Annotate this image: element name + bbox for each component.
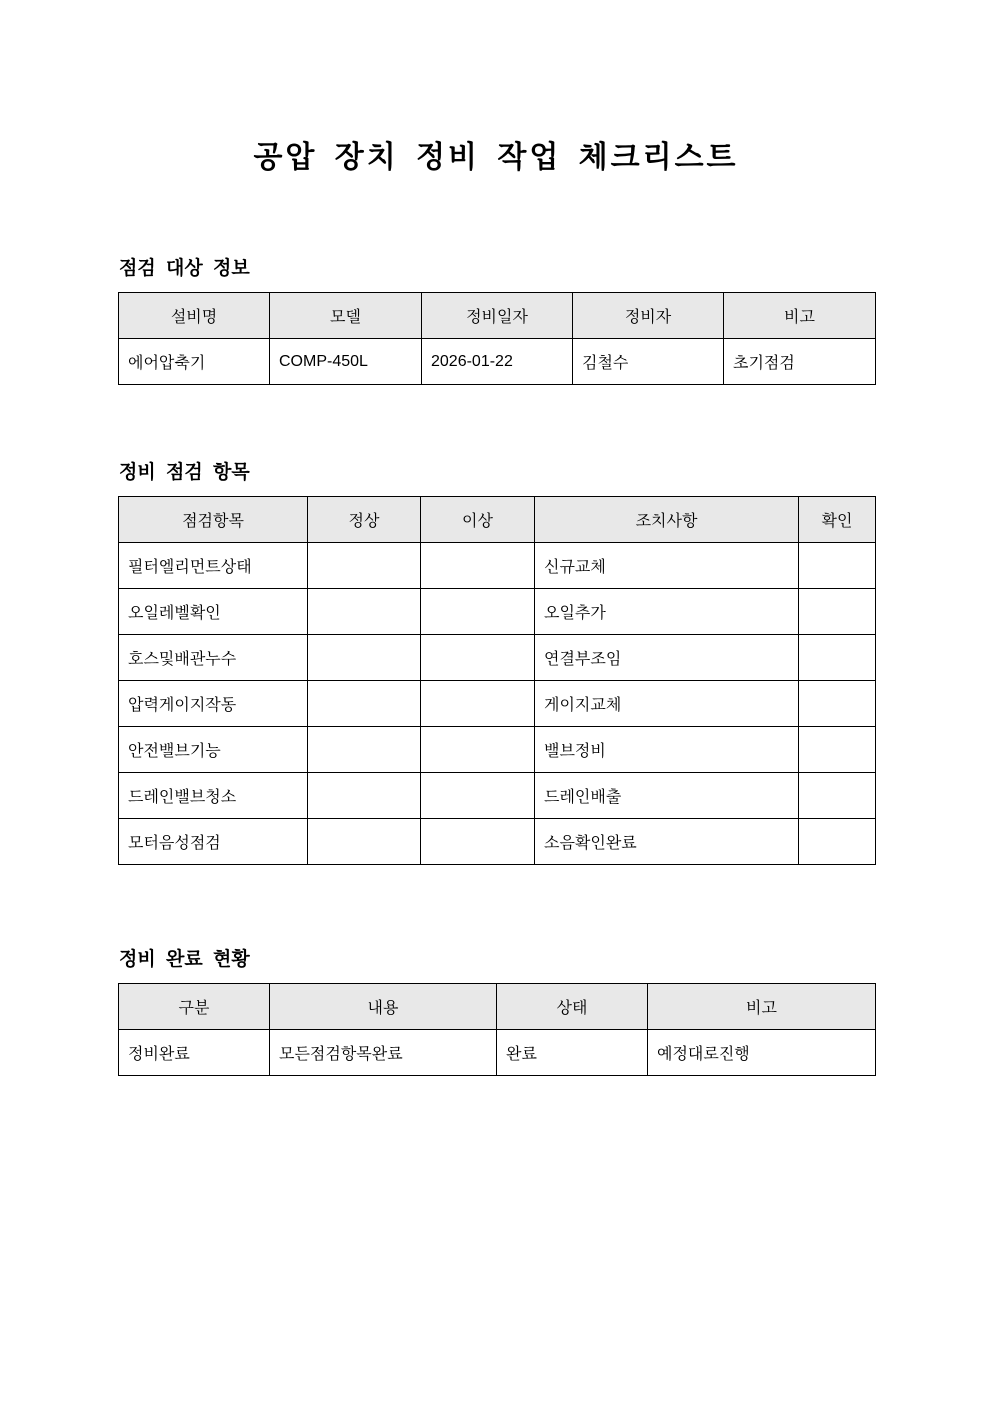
table-cell	[421, 773, 535, 819]
table-row	[119, 589, 876, 635]
table-cell: 소음확인완료	[535, 819, 799, 865]
table-cell	[799, 773, 876, 819]
table-row	[119, 773, 876, 819]
table-cell	[308, 681, 421, 727]
table-cell: 모든점검항목완료	[270, 1030, 497, 1076]
table-row	[119, 543, 876, 589]
table-cell: 초기점검	[724, 339, 876, 385]
table-cell	[308, 589, 421, 635]
column-header: 모델	[270, 293, 422, 339]
table-cell: COMP-450L	[270, 339, 422, 385]
section-heading-completion-status: 정비 완료 현황	[119, 949, 250, 970]
table-cell: 에어압축기	[119, 339, 270, 385]
table-row	[119, 727, 876, 773]
table-cell: 연결부조임	[535, 635, 799, 681]
section-heading-inspection-items: 정비 점검 항목	[119, 462, 250, 483]
table-cell	[421, 543, 535, 589]
table-cell	[308, 727, 421, 773]
table-cell: 밸브정비	[535, 727, 799, 773]
table-cell: 드레인배출	[535, 773, 799, 819]
table-cell	[421, 589, 535, 635]
column-header: 상태	[497, 984, 648, 1030]
column-header: 이상	[421, 497, 535, 543]
table-cell: 완료	[497, 1030, 648, 1076]
table-cell: 안전밸브기능	[119, 727, 308, 773]
table-cell	[308, 543, 421, 589]
table-cell: 오일레벨확인	[119, 589, 308, 635]
inspection-items-table	[118, 496, 876, 865]
column-header: 정상	[308, 497, 421, 543]
column-header: 설비명	[119, 293, 270, 339]
table-cell	[308, 635, 421, 681]
table-cell: 2026-01-22	[422, 339, 573, 385]
page-title: 공압 장치 정비 작업 체크리스트	[253, 141, 739, 174]
table-cell: 모터음성점검	[119, 819, 308, 865]
table-cell: 정비완료	[119, 1030, 270, 1076]
column-header: 비고	[648, 984, 876, 1030]
table-cell: 필터엘리먼트상태	[119, 543, 308, 589]
table-cell: 예정대로진행	[648, 1030, 876, 1076]
table-row	[119, 819, 876, 865]
table-cell: 신규교체	[535, 543, 799, 589]
table-cell: 게이지교체	[535, 681, 799, 727]
column-header: 조치사항	[535, 497, 799, 543]
column-header: 내용	[270, 984, 497, 1030]
table-cell	[308, 819, 421, 865]
table-cell	[799, 819, 876, 865]
table-cell	[799, 589, 876, 635]
column-header: 확인	[799, 497, 876, 543]
section-heading-target-info: 점검 대상 정보	[119, 258, 250, 279]
completion-status-table	[118, 983, 876, 1076]
table-cell	[421, 681, 535, 727]
column-header: 정비자	[573, 293, 724, 339]
table-cell	[421, 635, 535, 681]
table-cell	[799, 543, 876, 589]
target-info-table	[118, 292, 876, 385]
table-cell	[421, 727, 535, 773]
column-header: 점검항목	[119, 497, 308, 543]
table-row	[119, 635, 876, 681]
column-header: 비고	[724, 293, 876, 339]
column-header: 구분	[119, 984, 270, 1030]
table-cell	[421, 819, 535, 865]
table-cell: 압력게이지작동	[119, 681, 308, 727]
table-row	[119, 681, 876, 727]
table-cell	[308, 773, 421, 819]
table-cell: 드레인밸브청소	[119, 773, 308, 819]
table-cell	[799, 681, 876, 727]
table-cell: 김철수	[573, 339, 724, 385]
table-cell	[799, 635, 876, 681]
table-cell	[799, 727, 876, 773]
column-header: 정비일자	[422, 293, 573, 339]
table-cell: 오일추가	[535, 589, 799, 635]
table-cell: 호스및배관누수	[119, 635, 308, 681]
